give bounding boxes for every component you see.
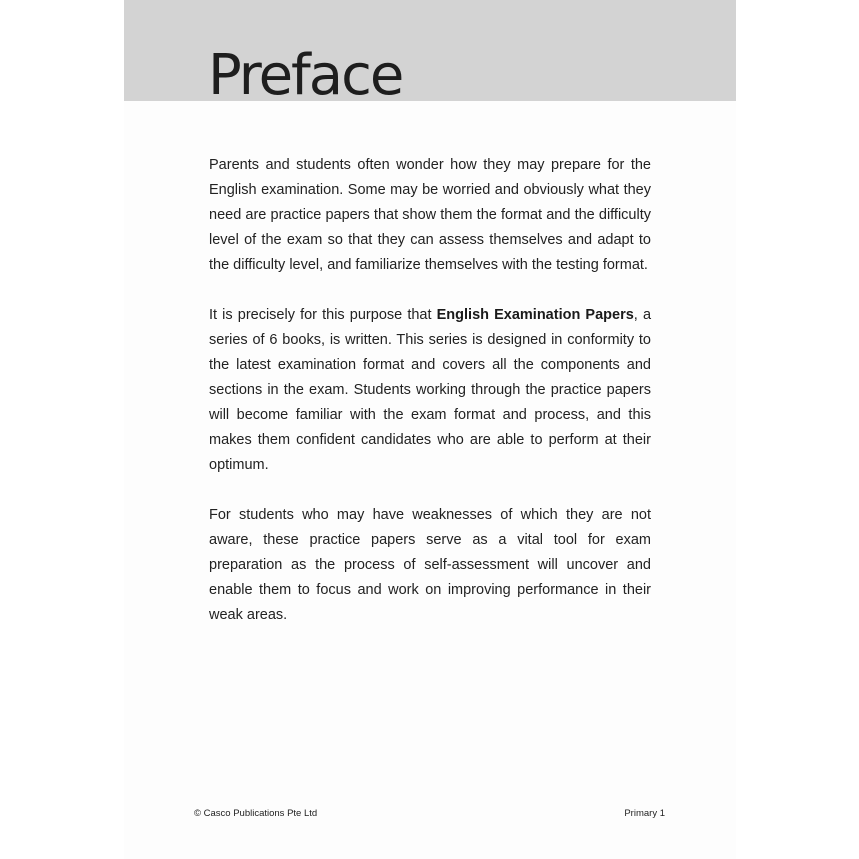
page-title: Preface xyxy=(208,43,403,101)
document-page xyxy=(124,0,736,859)
header-band xyxy=(124,0,736,101)
paragraph-2-rest: , a series of 6 books, is written. This series is designed in conformity to the latest examination format and covers all the components and sections in the exam. Students working through the practice papers will become familiar with the exam format and process, and this makes them confident candidates who are able to perform at their optimum. xyxy=(209,307,652,473)
series-title: English Examination Papers xyxy=(436,307,634,323)
paragraph-3: For students who may have weaknesses of which they are not aware, these practice papers serve as a vital tool for exam preparation as the process of self-assessment will uncover and enable them to focus and work on improving performance in their weak areas. xyxy=(209,507,651,623)
footer-level: Primary 1 xyxy=(624,808,665,819)
paragraph-1: Parents and students often wonder how they may prepare for the English examination. Some may be worried and obviously what they need are practice papers that show them the format and the difficulty level of the exam so that they can assess themselves and adapt to the difficulty level, and familiarize themselves with the testing format. xyxy=(209,157,651,273)
paragraph-2-lead: It is precisely for this purpose that xyxy=(209,307,437,323)
footer-copyright: © Casco Publications Pte Ltd xyxy=(194,808,318,819)
paragraph-2 xyxy=(209,303,651,478)
body-text xyxy=(209,153,651,628)
